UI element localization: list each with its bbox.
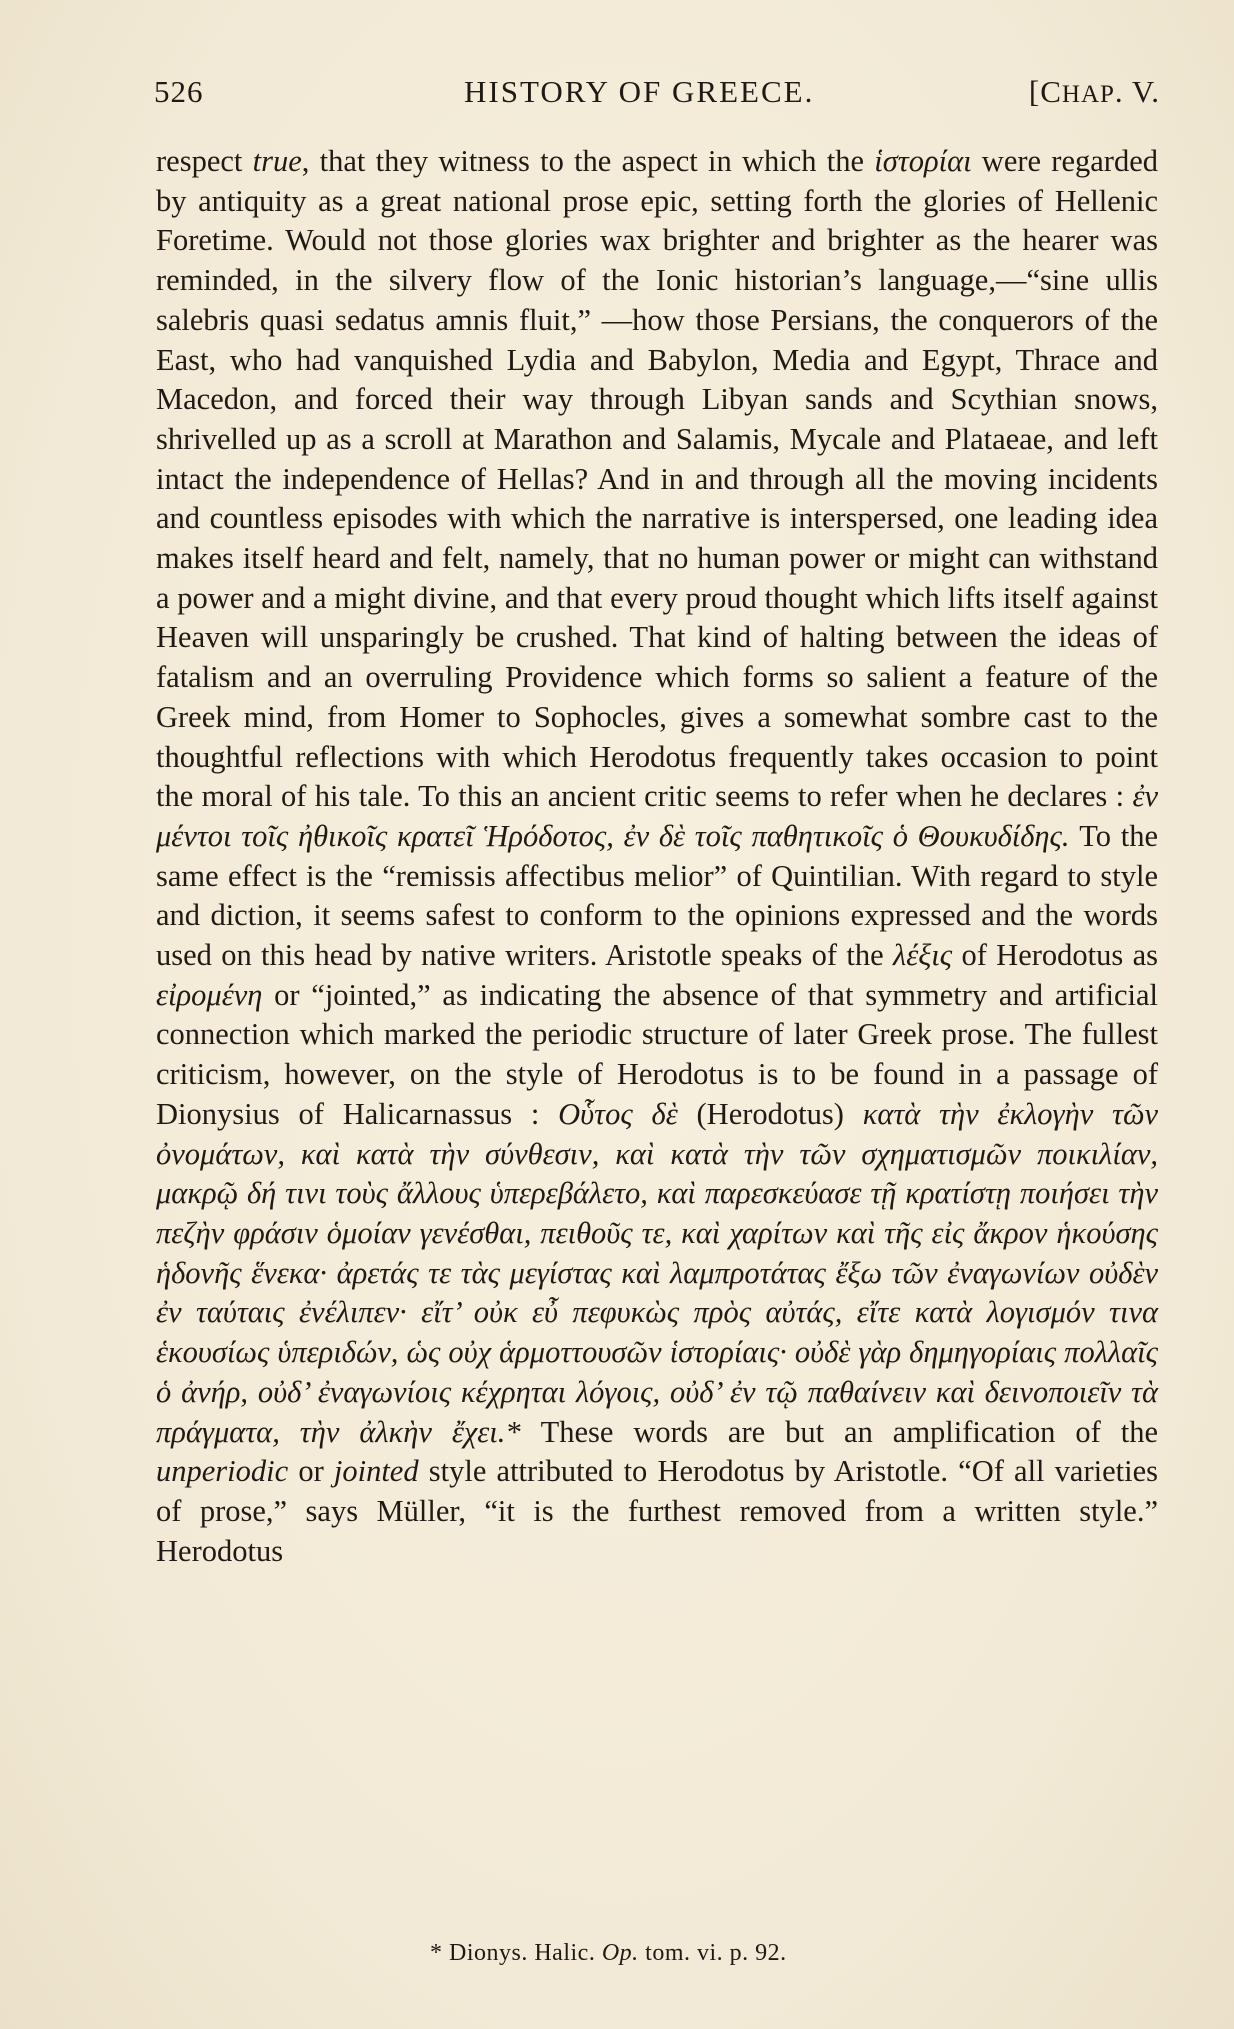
greek-lexis: λέξις <box>892 938 953 973</box>
running-title: HISTORY OF GREECE. <box>464 74 815 109</box>
greek-eiromene: εἰρομένη <box>156 977 263 1012</box>
page-number: 526 <box>154 74 204 109</box>
paragraph: respect true, that they witness to the aspect in which the ἱστορίαι were regarded by antiquity as a great national prose epic, setting forth the glories of Hellenic Foretime. Would not those glories wax brighter and brighter as the hearer was reminded, in the silvery flow of the Ionic historian’s language,—“sine ullis salebris quasi sedatus amnis fluit,” —how those Persians, the conquerors of the East, who had vanquished Lydia and Babylon, Media and Egypt, Thrace and Macedon, and forced their way through Libyan sands and Scythian snows, shrivelled up as a scroll at Marathon and Salamis, Mycale and Plataeae, and left intact the independence of Hellas? And in and through all the moving incidents and countless episodes with which the narrative is interspersed, one leading idea makes itself heard and felt, namely, that no human power or might can withstand a power and a might divine, and that every proud thought which lifts itself against Heaven will unsparingly be crushed. That kind of halting between the ideas of fatalism and an overruling Providence which forms so salient a feature of the Greek mind, from Homer to Sophocles, gives a somewhat sombre cast to the thoughtful reflections with which Herodotus frequently takes occasion to point the moral of his tale. To this an ancient critic seems to refer when he declares : ἐν μέντοι τοῖς ἠθικοῖς κρατεῖ Ἡρόδοτος, ἐν δὲ τοῖς παθητικοῖς ὁ Θουκυδίδης. To the same effect is the “remissis affectibus melior” of Quintilian. With regard to style and diction, it seems safest to conform to the opinions expressed and the words used on this head by native writers. Aristotle speaks of the λέξις of Herodotus as εἰρομένη or “jointed,” as indicating the absence of that symmetry and artificial connection which marked the periodic structure of later Greek prose. The fullest criticism, however, on the style of Herodotus is to be found in a passage of Dionysius of Halicarnassus : Οὗτος δὲ (Herodotus) κατὰ τὴν ἐκλογὴν τῶν ὀνομάτων, καὶ κατὰ τὴν σύνθεσιν, καὶ κατὰ τὴν τῶν σχηματισμῶν ποικιλίαν, μακρῷ δή τινι τοὺς ἄλλους ὑπερεβάλετο, καὶ παρεσκεύασε τῇ κρατίστῃ ποιήσει τὴν πεζὴν φράσιν ὁμοίαν γενέσθαι, πειθοῦς τε, καὶ χαρίτων καὶ τῆς εἰς ἄκρον ἡκούσης ἡδονῆς ἕνεκα· ἀρετάς τε τὰς μεγίστας καὶ λαμπροτάτας ἔξω τῶν ἐναγωνίων οὐδὲν ἐν ταύταις ἐνέλιπεν· εἴτ’ οὐκ εὖ πεφυκὼς πρὸς αὐτάς, εἴτε κατὰ λογισμόν τινα ἑκουσίως ὑπεριδών, ὡς οὐχ ἁρμοττουσῶν ἱστορίαις· οὐδὲ γὰρ δημηγορίαις πολλαῖς ὁ ἀνήρ, οὐδ’ ἐναγωνίοις κέχρηται λόγοις, οὐδ’ ἐν τῷ παθαίνειν καὶ δεινοποιεῖν τὰ πράγματα, τὴν ἀλκὴν ἔχει.* These words are but an amplification of the unperiodic or jointed style attributed to Herodotus by Aristotle. “Of all varieties of prose,” says Müller, “it is the furthest removed from a written style.” Herodotus <box>156 144 1159 1568</box>
emphasis-true: true <box>252 144 302 178</box>
greek-houtos: Οὗτος δὲ <box>558 1096 678 1131</box>
running-header <box>146 68 1160 112</box>
emphasis-jointed: jointed <box>333 1454 419 1489</box>
greek-quotation-1: ἐν μέντοι τοῖς ἠθικοῖς κρατεῖ Ἡρόδοτος, ἐν δὲ τοῖς παθητικοῖς ὁ Θουκυδίδης. <box>156 779 1158 853</box>
greek-quotation-2: κατὰ τὴν ἐκλογὴν τῶν ὀνομάτων, καὶ κατὰ τὴν σύνθεσιν, καὶ κατὰ τὴν τῶν σχηματισμῶν ποικιλίαν, μακρῷ δή τινι τοὺς ἄλλους ὑπερεβάλετο, καὶ παρεσκεύασε τῇ κρατίστῃ ποιήσει τὴν πεζὴν φράσιν ὁμοίαν γενέσθαι, πειθοῦς τε, καὶ χαρίτων καὶ τῆς εἰς ἄκρον ἡκούσης ἡδονῆς ἕνεκα· ἀρετάς τε τὰς μεγίστας καὶ λαμπροτάτας ἔξω τῶν ἐναγωνίων οὐδὲν ἐν ταύταις ἐνέλιπεν· εἴτ’ οὐκ εὖ πεφυκὼς πρὸς αὐτάς, εἴτε κατὰ λογισμόν τινα ἑκουσίως ὑπεριδών, ὡς οὐχ ἁρμοττουσῶν ἱστορίαις· οὐδὲ γὰρ δημηγορίαις πολλαῖς ὁ ἀνήρ, οὐδ’ ἐναγωνίοις κέχρηται λόγοις, οὐδ’ ἐν τῷ παθαίνειν καὶ δεινοποιεῖν τὰ πράγματα, τὴν ἀλκὴν ἔχει.* <box>156 1096 1159 1449</box>
emphasis-unperiodic: unperiodic <box>156 1454 289 1489</box>
body-text <box>156 142 1158 1571</box>
footnote: * Dionys. Halic. Op. tom. vi. p. 92. <box>430 1940 787 1966</box>
greek-historiai: ἱστορίαι <box>874 144 972 178</box>
chapter-marker: [CHAP. V. <box>1028 74 1160 109</box>
